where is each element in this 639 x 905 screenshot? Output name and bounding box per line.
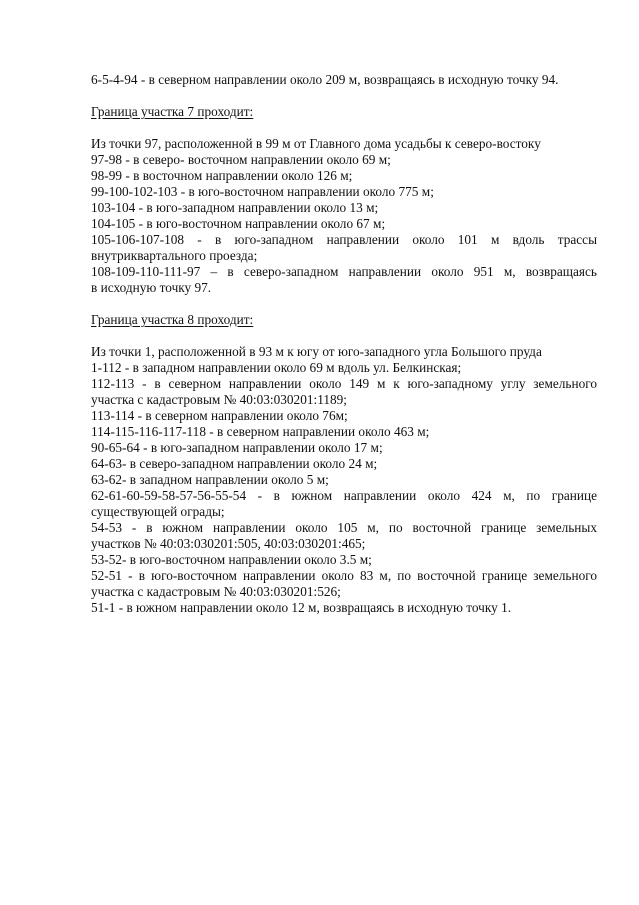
text-line: 53-52- в юго-восточном направлении около 3.5 м;: [91, 552, 372, 567]
text-line: 103-104 - в юго-западном направлении около 13 м;: [91, 200, 379, 215]
text-line: 97-98 - в северо- восточном направлении около 69 м;: [91, 152, 391, 167]
text-line: 113-114 - в северном направлении около 76м;: [91, 408, 348, 423]
text-line: участка с кадастровым № 40:03:030201:1189;: [91, 392, 347, 407]
text-line: 52-51 - в юго-восточном направлении около 83 м, по восточной границе земельного: [91, 568, 597, 583]
text-line: 108-109-110-111-97 – в северо-западном направлении около 951 м, возвращаясь: [91, 264, 597, 279]
text-line: 64-63- в северо-западном направлении около 24 м;: [91, 456, 378, 471]
text-line: 6-5-4-94 - в северном направлении около 209 м, возвращаясь в исходную точку 94.: [91, 72, 559, 87]
text-line: Из точки 1, расположенной в 93 м к югу от юго-западного угла Большого пруда: [91, 344, 542, 359]
text-line: 62-61-60-59-58-57-56-55-54 - в южном направлении около 424 м, по границе: [91, 488, 597, 503]
text-line: 104-105 - в юго-восточном направлении около 67 м;: [91, 216, 386, 231]
text-line: участков № 40:03:030201:505, 40:03:030201:465;: [91, 536, 366, 551]
text-line: 105-106-107-108 - в юго-западном направлении около 101 м вдоль трассы: [91, 232, 597, 247]
section-heading-plot-8: Граница участка 8 проходит:: [91, 312, 254, 327]
section-heading-plot-7: Граница участка 7 проходит:: [91, 104, 254, 119]
text-line: внутриквартального проезда;: [91, 248, 258, 263]
text-line: 63-62- в западном направлении около 5 м;: [91, 472, 329, 487]
text-line: в исходную точку 97.: [91, 280, 212, 295]
text-line: Из точки 97, расположенной в 99 м от Главного дома усадьбы к северо-востоку: [91, 136, 541, 151]
text-line: 112-113 - в северном направлении около 149 м к юго-западному углу земельного: [91, 376, 597, 391]
text-line: 90-65-64 - в юго-западном направлении около 17 м;: [91, 440, 383, 455]
text-line: существующей ограды;: [91, 504, 225, 519]
text-line: 98-99 - в восточном направлении около 126 м;: [91, 168, 353, 183]
text-line: 51-1 - в южном направлении около 12 м, возвращаясь в исходную точку 1.: [91, 600, 512, 615]
text-line: участка с кадастровым № 40:03:030201:526;: [91, 584, 341, 599]
text-line: 99-100-102-103 - в юго-восточном направлении около 775 м;: [91, 184, 434, 199]
text-line: 54-53 - в южном направлении около 105 м, по восточной границе земельных: [91, 520, 597, 535]
text-line: 114-115-116-117-118 - в северном направлении около 463 м;: [91, 424, 430, 439]
text-line: 1-112 - в западном направлении около 69 м вдоль ул. Белкинская;: [91, 360, 462, 375]
